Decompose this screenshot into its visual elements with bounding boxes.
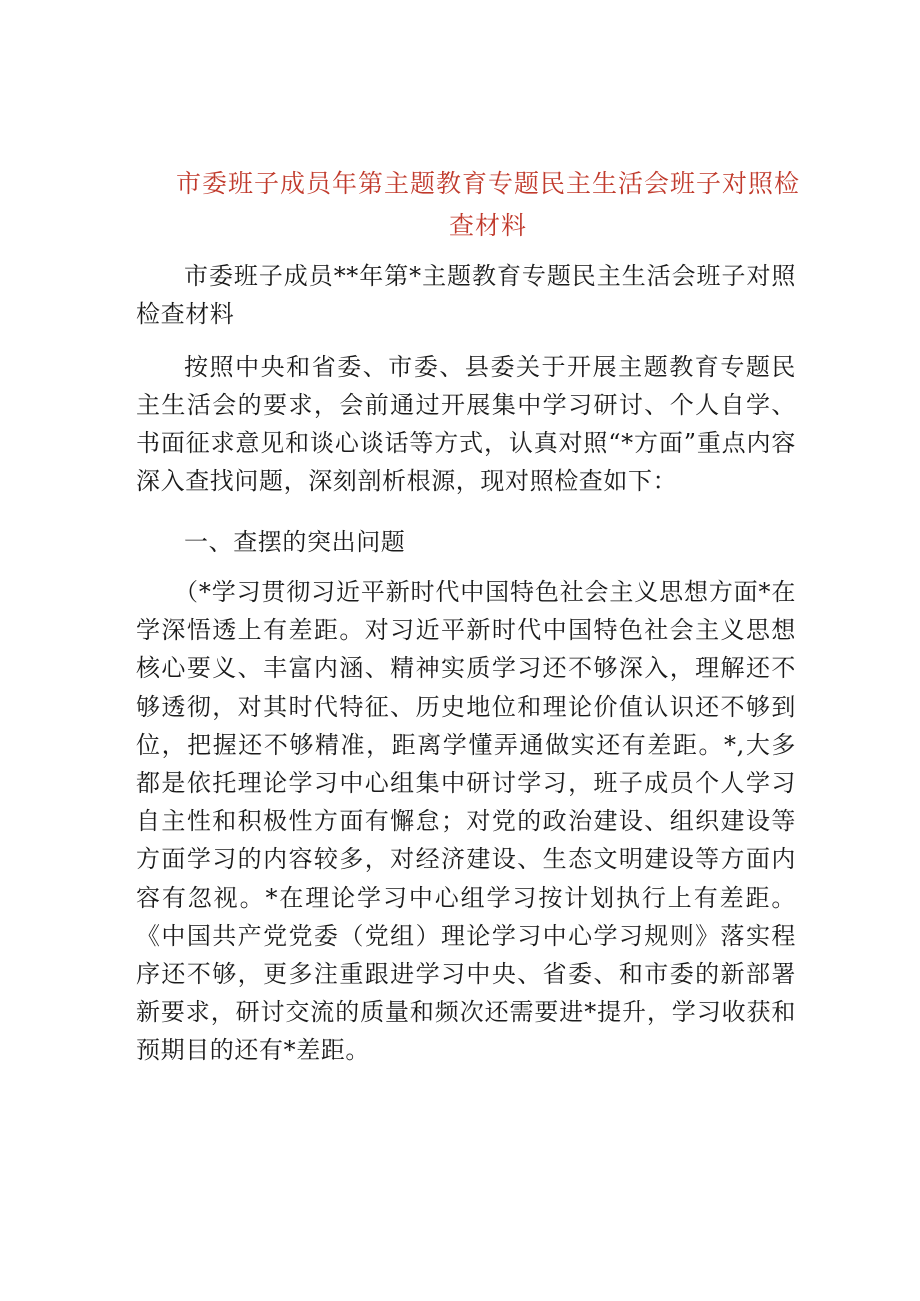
subtitle-paragraph: 市委班子成员**年第*主题教育专题民主生活会班子对照检查材料 [136,262,796,328]
body-paragraph: （*学习贯彻习近平新时代中国特色社会主义思想方面*在学深悟透上有差距。对习近平新时代中国特色社会主义思想核心要义、丰富内涵、精神实质学习还不够深入，理解还不够透彻，对其时代特征、历史地位和理论价值认识还不够到位，把握还不够精准，距离学懂弄通做实还有差距。*,大多都是依托理论学习中心组集中研讨学习，班子成员个人学习自主性和积极性方面有懈怠；对党的政治建设、组织建设等方面学习的内容较多，对经济建设、生态文明建设等方面内容有忽视。*在理论学习中心组学习按计划执行上有差距。《中国共产党党委（党组）理论学习中心学习规则》落实程序还不够，更多注重跟进学习中央、省委、和市委的新部署新要求，研讨交流的质量和频次还需要进*提升，学习收获和预期目的还有*差距。 [136,578,796,1065]
section-heading: 一、查摆的突出问题 [184,528,406,556]
document-title: 市委班子成员年第主题教育专题民主生活会班子对照检查材料 [175,169,800,240]
intro-paragraph: 按照中央和省委、市委、县委关于开展主题教育专题民主生活会的要求，会前通过开展集中学习研讨、个人自学、书面征求意见和谈心谈话等方式，认真对照“*方面”重点内容深入查找问题，深刻剖析根源，现对照检查如下： [136,353,796,495]
